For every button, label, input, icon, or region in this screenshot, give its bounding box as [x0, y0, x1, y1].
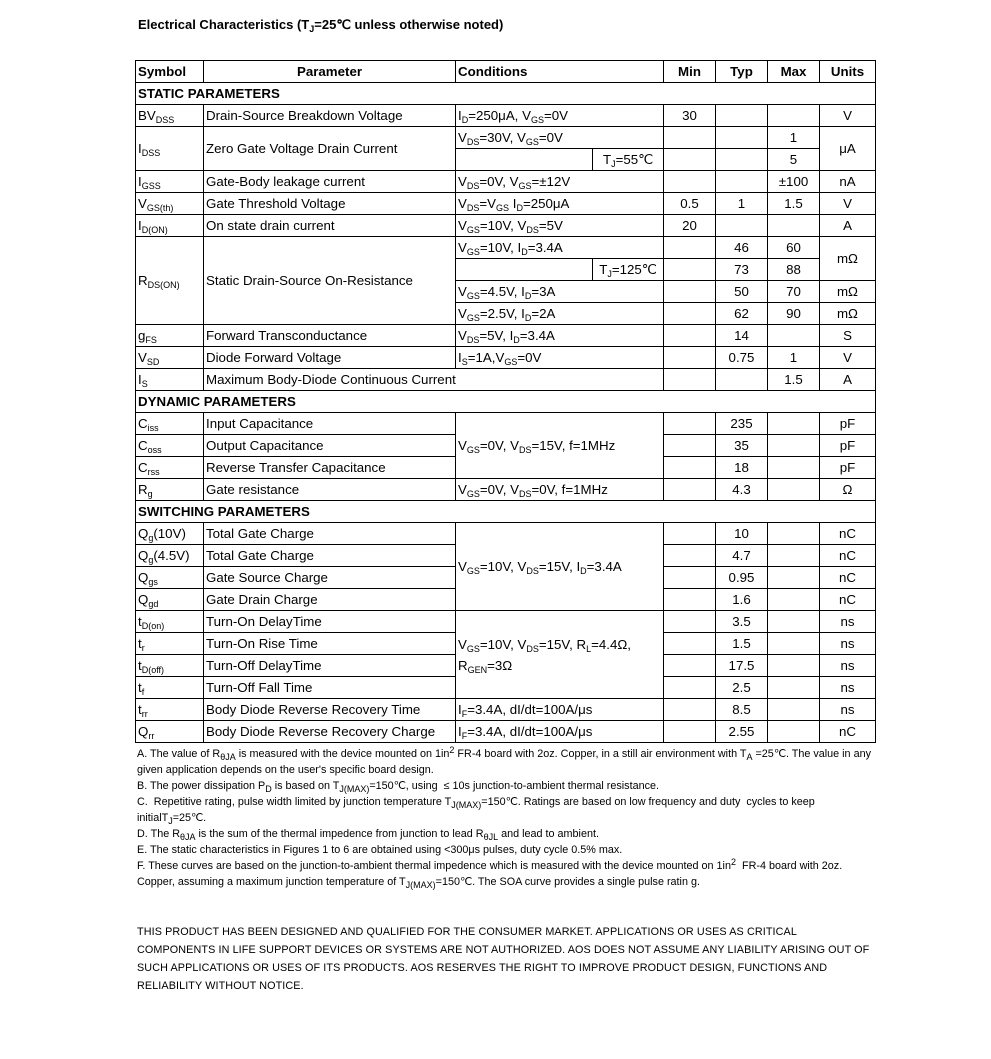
max-value: 1.5 — [768, 193, 820, 215]
header-symbol: Symbol — [136, 61, 204, 83]
min-value: 30 — [664, 105, 716, 127]
parameter: Maximum Body-Diode Continuous Current — [204, 369, 664, 391]
note-f: F. These curves are based on the junction-to-ambient thermal impedence which is measured with the device mounted on $1in^2$ FR-4 board with 2oz. Copper, assuming a maximum junction temperature of $T_{J(MAX)}=150℃$. The SOA curve provides a single pulse ratin g. — [137, 857, 843, 890]
symbol: $I_{GSS}$ — [136, 171, 204, 193]
header-typ: Typ — [716, 61, 768, 83]
symbol: $BV_{DSS}$ — [136, 105, 204, 127]
conditions: $I_D=250\mu A$, $V_{GS}=0V$ — [456, 105, 664, 127]
conditions — [456, 149, 664, 171]
symbol: $g_{FS}$ — [136, 325, 204, 347]
table-row — [136, 523, 876, 545]
typ-value: 8.5 — [716, 699, 768, 721]
header-parameter: Parameter — [204, 61, 456, 83]
section-static: STATIC PARAMETERS — [136, 83, 876, 105]
tj-condition: $T_J=55℃$ — [602, 152, 654, 169]
max-value — [768, 325, 820, 347]
units-value: pF — [820, 413, 876, 435]
parameter: Total Gate Charge — [204, 545, 456, 567]
conditions: $V_{DS}=30V$, $V_{GS}=0V$ — [456, 127, 664, 149]
typ-value: 1.5 — [716, 633, 768, 655]
max-value: 70 — [768, 281, 820, 303]
max-value: ±100 — [768, 171, 820, 193]
units-value: V — [820, 105, 876, 127]
symbol: $t_f$ — [136, 677, 204, 699]
min-value — [664, 303, 716, 325]
max-value — [768, 435, 820, 457]
note-e: E. The static characteristics in Figures 1 to 6 are obtained using <300μs pulses, duty cycle 0.5% max. — [137, 844, 623, 856]
conditions: $V_{GS}=4.5V$, $I_D=3A$ — [456, 281, 664, 303]
typ-value: 10 — [716, 523, 768, 545]
tj-condition: $T_J=125℃$ — [599, 262, 657, 279]
table-row — [136, 237, 876, 259]
typ-value — [716, 215, 768, 237]
max-value — [768, 545, 820, 567]
parameter: Body Diode Reverse Recovery Time — [204, 699, 456, 721]
symbol: $t_{D(on)}$ — [136, 611, 204, 633]
min-value — [664, 611, 716, 633]
min-value — [664, 677, 716, 699]
min-value — [664, 633, 716, 655]
symbol: $C_{iss}$ — [136, 413, 204, 435]
max-value — [768, 413, 820, 435]
typ-value: 3.5 — [716, 611, 768, 633]
symbol: $V_{SD}$ — [136, 347, 204, 369]
units-value: nC — [820, 589, 876, 611]
units-value: ns — [820, 633, 876, 655]
parameter: Static Drain-Source On-Resistance — [204, 237, 456, 325]
conditions: $V_{DS}=0V$, $V_{GS}=\pm 12V$ — [456, 171, 664, 193]
parameter: Output Capacitance — [204, 435, 456, 457]
note-b: B. The power dissipation $P_D$ is based on $T_{J(MAX)}=150℃$, using ≤ 10s junction-to-ambient thermal resistance. — [137, 780, 659, 794]
units-value: V — [820, 193, 876, 215]
max-value: 90 — [768, 303, 820, 325]
table-row — [136, 215, 876, 237]
conditions: $V_{GS}=10V$, $V_{DS}=15V$, $I_D=3.4A$ — [456, 523, 664, 611]
parameter: Zero Gate Voltage Drain Current — [204, 127, 456, 171]
min-value — [664, 567, 716, 589]
units-value: nA — [820, 171, 876, 193]
typ-value: 73 — [716, 259, 768, 281]
min-value — [664, 655, 716, 677]
conditions: $I_F=3.4A$, dI/dt=100A/μs — [456, 699, 664, 721]
typ-value: 2.55 — [716, 721, 768, 743]
min-value — [664, 325, 716, 347]
typ-value: 235 — [716, 413, 768, 435]
units-value: ns — [820, 699, 876, 721]
units-value: V — [820, 347, 876, 369]
max-value — [768, 523, 820, 545]
max-value: 1 — [768, 347, 820, 369]
max-value: 88 — [768, 259, 820, 281]
symbol: $R_g$ — [136, 479, 204, 501]
min-value — [664, 589, 716, 611]
max-value — [768, 105, 820, 127]
units-value: nC — [820, 721, 876, 743]
min-value — [664, 457, 716, 479]
symbol: $Q_g(4.5V)$ — [136, 545, 204, 567]
units-value: A — [820, 215, 876, 237]
max-value — [768, 567, 820, 589]
min-value: 20 — [664, 215, 716, 237]
max-value — [768, 611, 820, 633]
parameter: Forward Transconductance — [204, 325, 456, 347]
parameter: On state drain current — [204, 215, 456, 237]
page-title: Electrical Characteristics ($T_J=25℃$ unless otherwise noted) — [138, 17, 504, 34]
units-value: ns — [820, 677, 876, 699]
conditions: $V_{GS}=10V$, $V_{DS}=5V$ — [456, 215, 664, 237]
min-value — [664, 721, 716, 743]
parameter: Gate resistance — [204, 479, 456, 501]
min-value — [664, 149, 716, 171]
units-value: pF — [820, 435, 876, 457]
table-row — [136, 611, 876, 633]
max-value: 60 — [768, 237, 820, 259]
units-value: μA — [820, 127, 876, 171]
typ-value: 46 — [716, 237, 768, 259]
conditions: $V_{GS}=2.5V$, $I_D=2A$ — [456, 303, 664, 325]
symbol: $t_{D(off)}$ — [136, 655, 204, 677]
conditions: $I_F=3.4A$, dI/dt=100A/μs — [456, 721, 664, 743]
max-value: 1.5 — [768, 369, 820, 391]
table-row — [136, 105, 876, 127]
parameter: Turn-Off Fall Time — [204, 677, 456, 699]
symbol: $I_S$ — [136, 369, 204, 391]
min-value — [664, 435, 716, 457]
max-value — [768, 589, 820, 611]
table-row — [136, 479, 876, 501]
units-value: nC — [820, 523, 876, 545]
header-max: Max — [768, 61, 820, 83]
max-value — [768, 699, 820, 721]
conditions: $V_{GS}=0V$, $V_{DS}=15V$, f=1MHz — [456, 413, 664, 479]
parameter: Diode Forward Voltage — [204, 347, 456, 369]
units-value: pF — [820, 457, 876, 479]
max-value — [768, 721, 820, 743]
typ-value: 18 — [716, 457, 768, 479]
typ-value: 4.7 — [716, 545, 768, 567]
disclaimer: THIS PRODUCT HAS BEEN DESIGNED AND QUALIFIED FOR THE CONSUMER MARKET. APPLICATIONS OR USES AS CRITICAL COMPONENTS IN LIFE SUPPORT DEVICES OR SYSTEMS ARE NOT AUTHORIZED. AOS DOES NOT ASSUME ANY LIABILITY ARISING OUT OF SUCH APPLICATIONS OR USES OF ITS PRODUCTS. AOS RESERVES THE RIGHT TO IMPROVE PRODUCT DESIGN, FUNCTIONS AND RELIABILITY WITHOUT NOTICE. — [137, 926, 870, 992]
units-value: nC — [820, 545, 876, 567]
typ-value: 4.3 — [716, 479, 768, 501]
table-row — [136, 325, 876, 347]
typ-value: 17.5 — [716, 655, 768, 677]
typ-value — [716, 149, 768, 171]
conditions: $V_{GS}=10V$, $I_D=3.4A$ — [456, 237, 664, 259]
conditions: $V_{DS}=V_{GS}$ $I_D=250\mu A$ — [456, 193, 664, 215]
parameter: Turn-Off DelayTime — [204, 655, 456, 677]
parameter: Input Capacitance — [204, 413, 456, 435]
header-conditions: Conditions — [456, 61, 664, 83]
min-value — [664, 171, 716, 193]
table-row — [136, 413, 876, 435]
min-value — [664, 369, 716, 391]
max-value: 5 — [768, 149, 820, 171]
parameter: Body Diode Reverse Recovery Charge — [204, 721, 456, 743]
max-value — [768, 457, 820, 479]
units-value: mΩ — [820, 237, 876, 281]
table-row — [136, 193, 876, 215]
min-value: 0.5 — [664, 193, 716, 215]
min-value — [664, 523, 716, 545]
symbol: $I_{DSS}$ — [136, 127, 204, 171]
typ-value: 0.75 — [716, 347, 768, 369]
min-value — [664, 479, 716, 501]
typ-value: 1.6 — [716, 589, 768, 611]
parameter: Total Gate Charge — [204, 523, 456, 545]
units-value: mΩ — [820, 281, 876, 303]
units-value: Ω — [820, 479, 876, 501]
table-row — [136, 721, 876, 743]
conditions — [456, 259, 664, 281]
parameter: Turn-On DelayTime — [204, 611, 456, 633]
section-switching: SWITCHING PARAMETERS — [136, 501, 876, 523]
symbol: $Q_{gd}$ — [136, 589, 204, 611]
max-value: 1 — [768, 127, 820, 149]
symbol: $C_{oss}$ — [136, 435, 204, 457]
min-value — [664, 347, 716, 369]
parameter: Reverse Transfer Capacitance — [204, 457, 456, 479]
max-value — [768, 655, 820, 677]
symbol: $Q_{gs}$ — [136, 567, 204, 589]
units-value: A — [820, 369, 876, 391]
max-value — [768, 677, 820, 699]
min-value — [664, 237, 716, 259]
header-min: Min — [664, 61, 716, 83]
parameter: Gate Source Charge — [204, 567, 456, 589]
min-value — [664, 545, 716, 567]
symbol: $t_{rr}$ — [136, 699, 204, 721]
typ-value — [716, 369, 768, 391]
table-row — [136, 699, 876, 721]
min-value — [664, 699, 716, 721]
parameter: Gate Threshold Voltage — [204, 193, 456, 215]
table-header-row — [136, 61, 876, 83]
parameter: Drain-Source Breakdown Voltage — [204, 105, 456, 127]
symbol: $t_r$ — [136, 633, 204, 655]
typ-value — [716, 105, 768, 127]
units-value: S — [820, 325, 876, 347]
typ-value — [716, 127, 768, 149]
typ-value: 50 — [716, 281, 768, 303]
parameter: Turn-On Rise Time — [204, 633, 456, 655]
symbol: $I_{D(ON)}$ — [136, 215, 204, 237]
electrical-characteristics-table — [135, 60, 876, 743]
symbol: $V_{GS(th)}$ — [136, 193, 204, 215]
parameter: Gate-Body leakage current — [204, 171, 456, 193]
footnotes — [137, 746, 877, 890]
typ-value: 14 — [716, 325, 768, 347]
typ-value: 35 — [716, 435, 768, 457]
header-units: Units — [820, 61, 876, 83]
table-row — [136, 127, 876, 149]
note-d: D. The $R_{\theta JA}$ is the sum of the thermal impedence from junction to lead $R_{\theta JL}$ and lead to ambient. — [137, 828, 599, 842]
typ-value — [716, 171, 768, 193]
min-value — [664, 413, 716, 435]
typ-value: 62 — [716, 303, 768, 325]
units-value: nC — [820, 567, 876, 589]
conditions: $V_{DS}=5V$, $I_D=3.4A$ — [456, 325, 664, 347]
conditions: $V_{GS}=10V$, $V_{DS}=15V$, $R_L=4.4\Omega$, $R_{GEN}=3\Omega$ — [456, 611, 664, 699]
max-value — [768, 479, 820, 501]
conditions: $I_S=1A,V_{GS}=0V$ — [456, 347, 664, 369]
min-value — [664, 281, 716, 303]
symbol: $R_{DS(ON)}$ — [136, 237, 204, 325]
parameter: Gate Drain Charge — [204, 589, 456, 611]
note-a: A. The value of $R_{\theta JA}$ is measured with the device mounted on $1in^2$ FR-4 board with 2oz. Copper, in a still air environment with $T_A$ =25℃. The value in any given application depends on the user's specific board design. — [137, 745, 871, 776]
note-c: C. Repetitive rating, pulse width limited by junction temperature $T_{J(MAX)}=150℃$. Ratings are based on low frequency and duty cycles to keep initialT$_J$=25℃. — [137, 796, 815, 826]
min-value — [664, 259, 716, 281]
symbol: $Q_{rr}$ — [136, 721, 204, 743]
table-row — [136, 347, 876, 369]
units-value: ns — [820, 655, 876, 677]
max-value — [768, 633, 820, 655]
typ-value: 2.5 — [716, 677, 768, 699]
table-row — [136, 171, 876, 193]
max-value — [768, 215, 820, 237]
conditions: $V_{GS}=0V$, $V_{DS}=0V$, f=1MHz — [456, 479, 664, 501]
typ-value: 0.95 — [716, 567, 768, 589]
units-value: mΩ — [820, 303, 876, 325]
min-value — [664, 127, 716, 149]
table-row — [136, 369, 876, 391]
section-dynamic: DYNAMIC PARAMETERS — [136, 391, 876, 413]
symbol: $C_{rss}$ — [136, 457, 204, 479]
typ-value: 1 — [716, 193, 768, 215]
units-value: ns — [820, 611, 876, 633]
symbol: $Q_g(10V)$ — [136, 523, 204, 545]
